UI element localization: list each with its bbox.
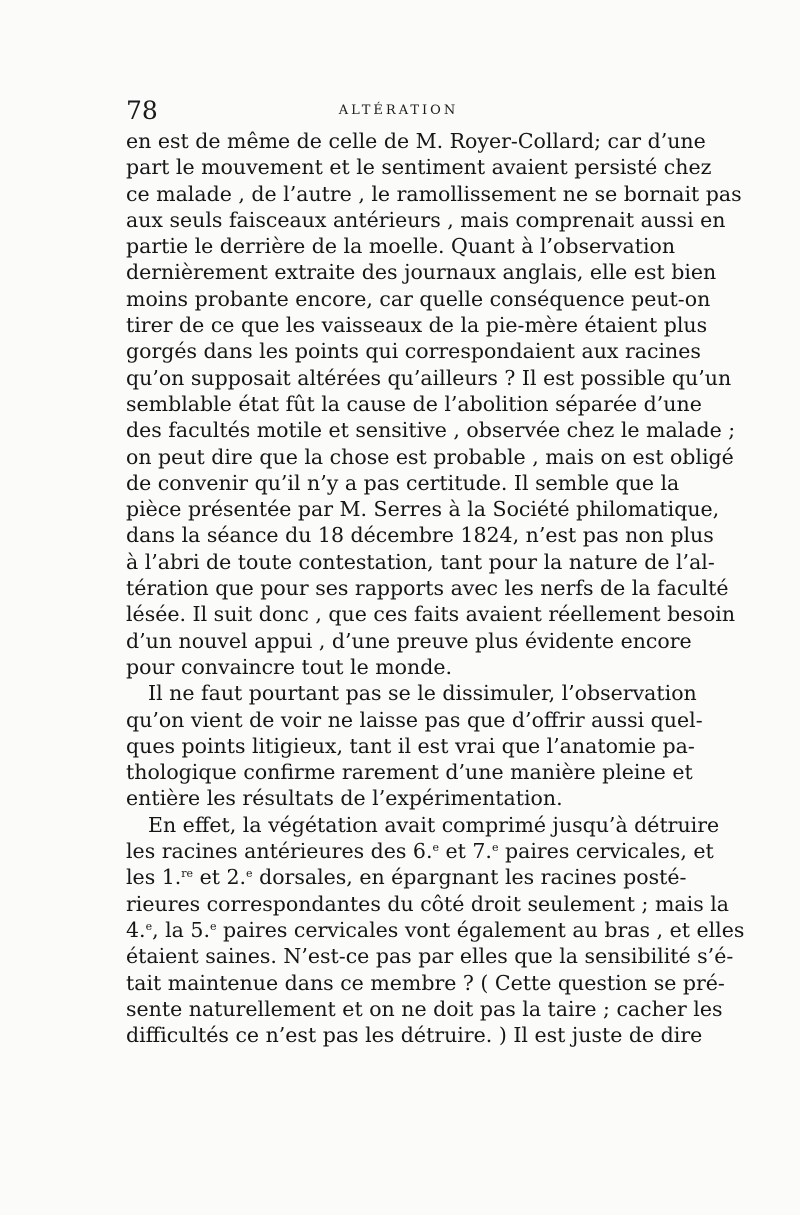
text-line: thologique confirme rarement d’une manière pleine et (126, 760, 693, 785)
text-run: les racines antérieures des 6. (126, 839, 433, 864)
text-line: qu’on supposait altérées qu’ailleurs ? Il est possible qu’un (126, 365, 732, 390)
text-line: à l’abri de toute contestation, tant pour la nature de l’al- (126, 549, 715, 574)
text-line: lésée. Il suit donc , que ces faits avaient réellement besoin (126, 602, 736, 627)
text-line: moins probante encore, car quelle conséquence peut-on (126, 286, 711, 311)
text-line: en est de même de celle de M. Royer-Collard; car d’une (126, 129, 706, 153)
text-line: ques points litigieux, tant il est vrai que l’anatomie pa- (126, 733, 695, 758)
text-line: on peut dire que la chose est probable , mais on est obligé (126, 444, 734, 469)
running-head (126, 96, 671, 126)
text-line: de convenir qu’il n’y a pas certitude. Il semble que la (126, 470, 680, 495)
text-line: d’un nouvel appui , d’une preuve plus évidente encore (126, 628, 692, 653)
text-line: ce malade , de l’autre , le ramollissement ne se bornait pas (126, 181, 742, 206)
text-run: 4. (126, 917, 146, 942)
text-run: les 1. (126, 865, 182, 890)
text-line: qu’on vient de voir ne laisse pas que d’offrir aussi quel- (126, 707, 703, 732)
text-run: dorsales, en épargnant les racines posté- (252, 865, 687, 890)
text-line (126, 864, 687, 890)
text-line: des facultés motile et sensitive , observée chez le malade ; (126, 418, 736, 443)
text-line: tération que pour ses rapports avec les nerfs de la faculté (126, 576, 729, 601)
superscript: re (181, 867, 194, 881)
running-title: ALTÉRATION (338, 103, 459, 118)
text-line: partie le derrière de la moelle. Quant à l’observation (126, 234, 676, 259)
paragraph-end-line: pour convaincre tout le monde. (126, 654, 452, 679)
text-line: sente naturellement et on ne doit pas la taire ; cacher les (126, 996, 723, 1021)
text-run: paires cervicales vont également au bras , et elles (216, 917, 745, 942)
paragraph-end-line: entière les résultats de l’expérimentation. (126, 786, 563, 811)
text-line (126, 917, 745, 943)
text-line: part le mouvement et le sentiment avaient persisté chez (126, 155, 712, 180)
text-line: étaient saines. N’est-ce pas par elles que la sensibilité s’é- (126, 944, 734, 969)
text-line: gorgés dans les points qui correspondaient aux racines (126, 339, 701, 364)
text-run: et 7. (438, 839, 492, 864)
text-line: dans la séance du 18 décembre 1824, n’est pas non plus (126, 523, 714, 548)
text-line: aux seuls faisceaux antérieurs , mais comprenait aussi en (126, 207, 726, 232)
text-run: et 2. (193, 865, 247, 890)
text-line: pièce présentée par M. Serres à la Société philomatique, (126, 497, 720, 522)
text-line: semblable état fût la cause de l’abolition séparée d’une (126, 391, 702, 416)
superscript: e (246, 867, 253, 881)
paragraph-start-line: Il ne faut pourtant pas se le dissimuler, l’observation (148, 681, 697, 706)
superscript: e (491, 841, 499, 855)
text-line: tirer de ce que les vaisseaux de la pie-mère étaient plus (126, 313, 708, 338)
text-run: , la 5. (152, 917, 210, 942)
superscript: e (145, 919, 153, 933)
superscript: e (209, 919, 217, 933)
text-line (126, 838, 714, 864)
text-line: difficultés ce n’est pas les détruire. ) Il est juste de dire (126, 1023, 703, 1048)
text-line: rieures correspondantes du côté droit seulement ; mais la (126, 891, 730, 916)
paragraph-start-line: En effet, la végétation avait comprimé jusqu’à détruire (148, 812, 720, 837)
body-text (126, 128, 745, 1048)
text-run: paires cervicales, et (498, 839, 714, 864)
text-line: dernièrement extraite des journaux anglais, elle est bien (126, 260, 717, 285)
page-number: 78 (126, 96, 158, 125)
text-line: tait maintenue dans ce membre ? ( Cette question se pré- (126, 970, 725, 995)
superscript: e (432, 841, 439, 855)
